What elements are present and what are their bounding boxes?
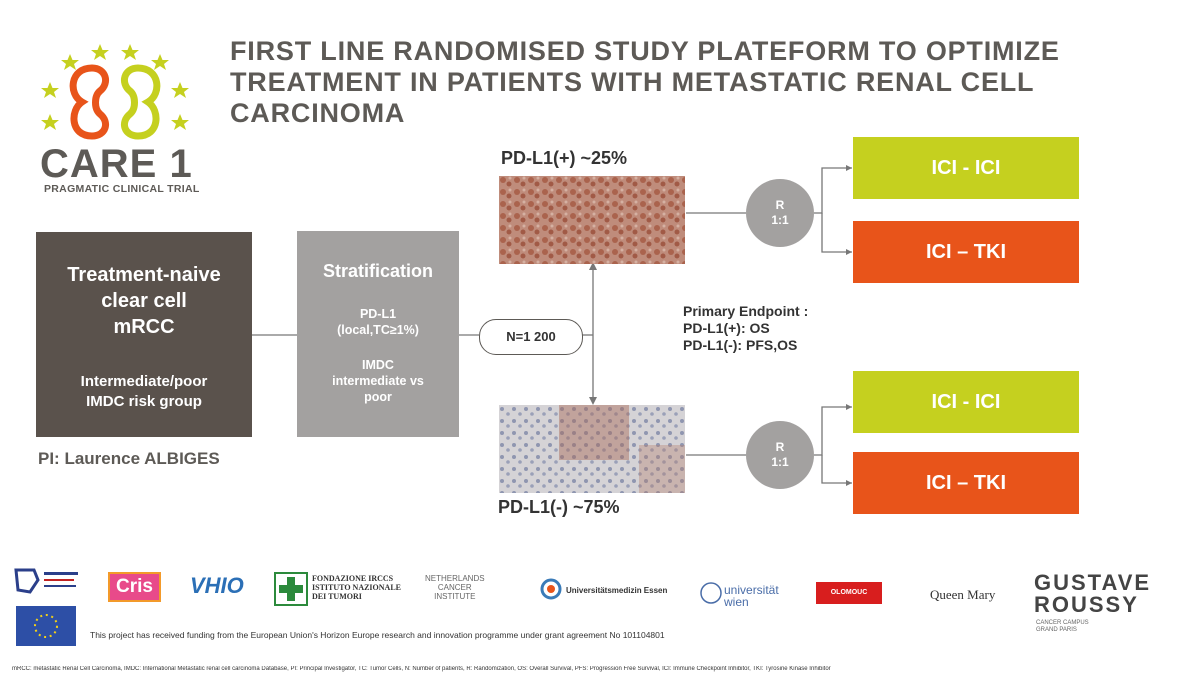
nki-line: INSTITUTE: [434, 592, 476, 601]
strat-line: intermediate vs: [332, 374, 424, 388]
title-line: FIRST LINE RANDOMISED STUDY PLATEFORM TO OPTIMIZE: [230, 36, 1060, 66]
connector-r1-arm1: [814, 168, 852, 213]
population-text: [36, 262, 252, 340]
cris-logo: Cris: [108, 572, 161, 602]
strat-line: (local,TC≥1%): [337, 323, 419, 337]
wien-logo: [724, 584, 779, 608]
arrow-right-icon: [846, 404, 852, 410]
endpoint-heading: Primary Endpoint :: [683, 303, 809, 319]
gustave-roussy-logo: [1034, 572, 1151, 616]
abbreviations-footnote: mRCC: metastatic Renal Cell Carcinoma, IMDC: International Metastatic renal cell carcinoma Database, PI: Principal Investigator, TC: Tumor Cells, N: Number of patients, R: Randomization, OS: Overall Survival, PFS: Progression Free Survival, ICI: Immune Checkpoint Inhibitor, TKI: Tyrosine Kinase Inhibitor: [12, 666, 831, 672]
arm-negative-ici-ici: ICI - ICI: [853, 371, 1079, 433]
population-line: mRCC: [113, 316, 175, 338]
vhio-logo: VHIO: [190, 573, 244, 598]
strat-factor-pdl1: [297, 306, 459, 338]
strat-line: poor: [364, 390, 392, 404]
int-line: ISTITUTO NAZIONALE: [312, 583, 401, 592]
randomization-negative: [746, 421, 814, 489]
gustave-roussy-sub: [1036, 620, 1089, 634]
logo-subtitle: PRAGMATIC CLINICAL TRIAL: [44, 183, 200, 195]
arm-positive-ici-ici: ICI - ICI: [853, 137, 1079, 199]
nki-logo: [425, 574, 485, 601]
int-logo-text: [312, 574, 401, 601]
population-line: clear cell: [101, 290, 187, 312]
strat-line: PD-L1: [359, 307, 397, 321]
nki-line: CANCER: [437, 583, 472, 592]
risk-group-text: [36, 372, 252, 412]
population-line: Treatment-naive: [67, 264, 221, 286]
population-box: [36, 232, 252, 437]
eu-flag-icon: [16, 606, 76, 646]
rand-label: R: [775, 440, 785, 454]
wien-seal-icon: [700, 582, 722, 604]
sample-size-oval: N=1 200: [479, 319, 583, 355]
connector-r1-arm2: [822, 213, 852, 252]
connector-r2-arm1: [814, 407, 852, 455]
title-line: CARCINOMA: [230, 98, 406, 128]
int-line: DEI TUMORI: [312, 592, 362, 601]
wien-line: universität: [724, 583, 779, 597]
gr-sub-line: CANCER CAMPUS: [1036, 620, 1089, 626]
essen-logo: Universitätsmedizin Essen: [566, 586, 668, 595]
strat-line: IMDC: [362, 358, 394, 372]
randomization-positive: [746, 179, 814, 247]
principal-investigator: PI: Laurence ALBIGES: [38, 449, 220, 468]
endpoint-line: PD-L1(+): OS: [683, 320, 770, 336]
french-institute-logo: [12, 566, 82, 596]
logo-wordmark: CARE 1: [40, 142, 193, 186]
arrow-down-icon: [589, 397, 597, 405]
risk-line: Intermediate/poor: [80, 373, 208, 390]
wien-line: wien: [724, 595, 749, 609]
title-line: TREATMENT IN PATIENTS WITH METASTATIC RENAL CELL: [230, 67, 1035, 97]
int-line: FONDAZIONE IRCCS: [312, 574, 394, 583]
pdl1-positive-label: PD-L1(+) ~25%: [501, 148, 628, 168]
arrow-right-icon: [846, 249, 852, 255]
gr-line: GUSTAVE: [1034, 570, 1152, 595]
arm-negative-ici-tki: ICI – TKI: [853, 452, 1079, 514]
connector-r2-arm2: [822, 455, 852, 483]
pdl1-positive-tissue-image: [499, 176, 685, 264]
arrow-right-icon: [846, 165, 852, 171]
funding-statement: This project has received funding from the European Union's Horizon Europe research and innovation programme under grant agreement No 101104801: [90, 630, 665, 640]
gr-sub-line: GRAND PARIS: [1036, 627, 1077, 633]
olomouc-logo: OLOMOUC: [816, 582, 882, 604]
arm-positive-ici-tki: ICI – TKI: [853, 221, 1079, 283]
endpoint-line: PD-L1(-): PFS,OS: [683, 337, 798, 353]
risk-line: IMDC risk group: [86, 393, 202, 410]
rand-ratio: 1:1: [771, 455, 789, 469]
qmul-logo: Queen Mary: [930, 587, 996, 602]
primary-endpoint: [683, 303, 808, 354]
nki-line: NETHERLANDS: [425, 574, 485, 583]
stratification-heading: Stratification: [322, 261, 433, 281]
pdl1-negative-tissue-image: [499, 405, 685, 493]
gr-line: ROUSSY: [1034, 592, 1139, 617]
rand-label: R: [775, 198, 785, 212]
pdl1-negative-label: PD-L1(-) ~75%: [498, 497, 620, 517]
essen-icon: [540, 578, 562, 600]
int-cross-logo: [274, 572, 308, 606]
arrow-right-icon: [846, 480, 852, 486]
strat-factor-imdc: [297, 357, 459, 405]
rand-ratio: 1:1: [771, 213, 789, 227]
stratification-box: [297, 231, 459, 437]
